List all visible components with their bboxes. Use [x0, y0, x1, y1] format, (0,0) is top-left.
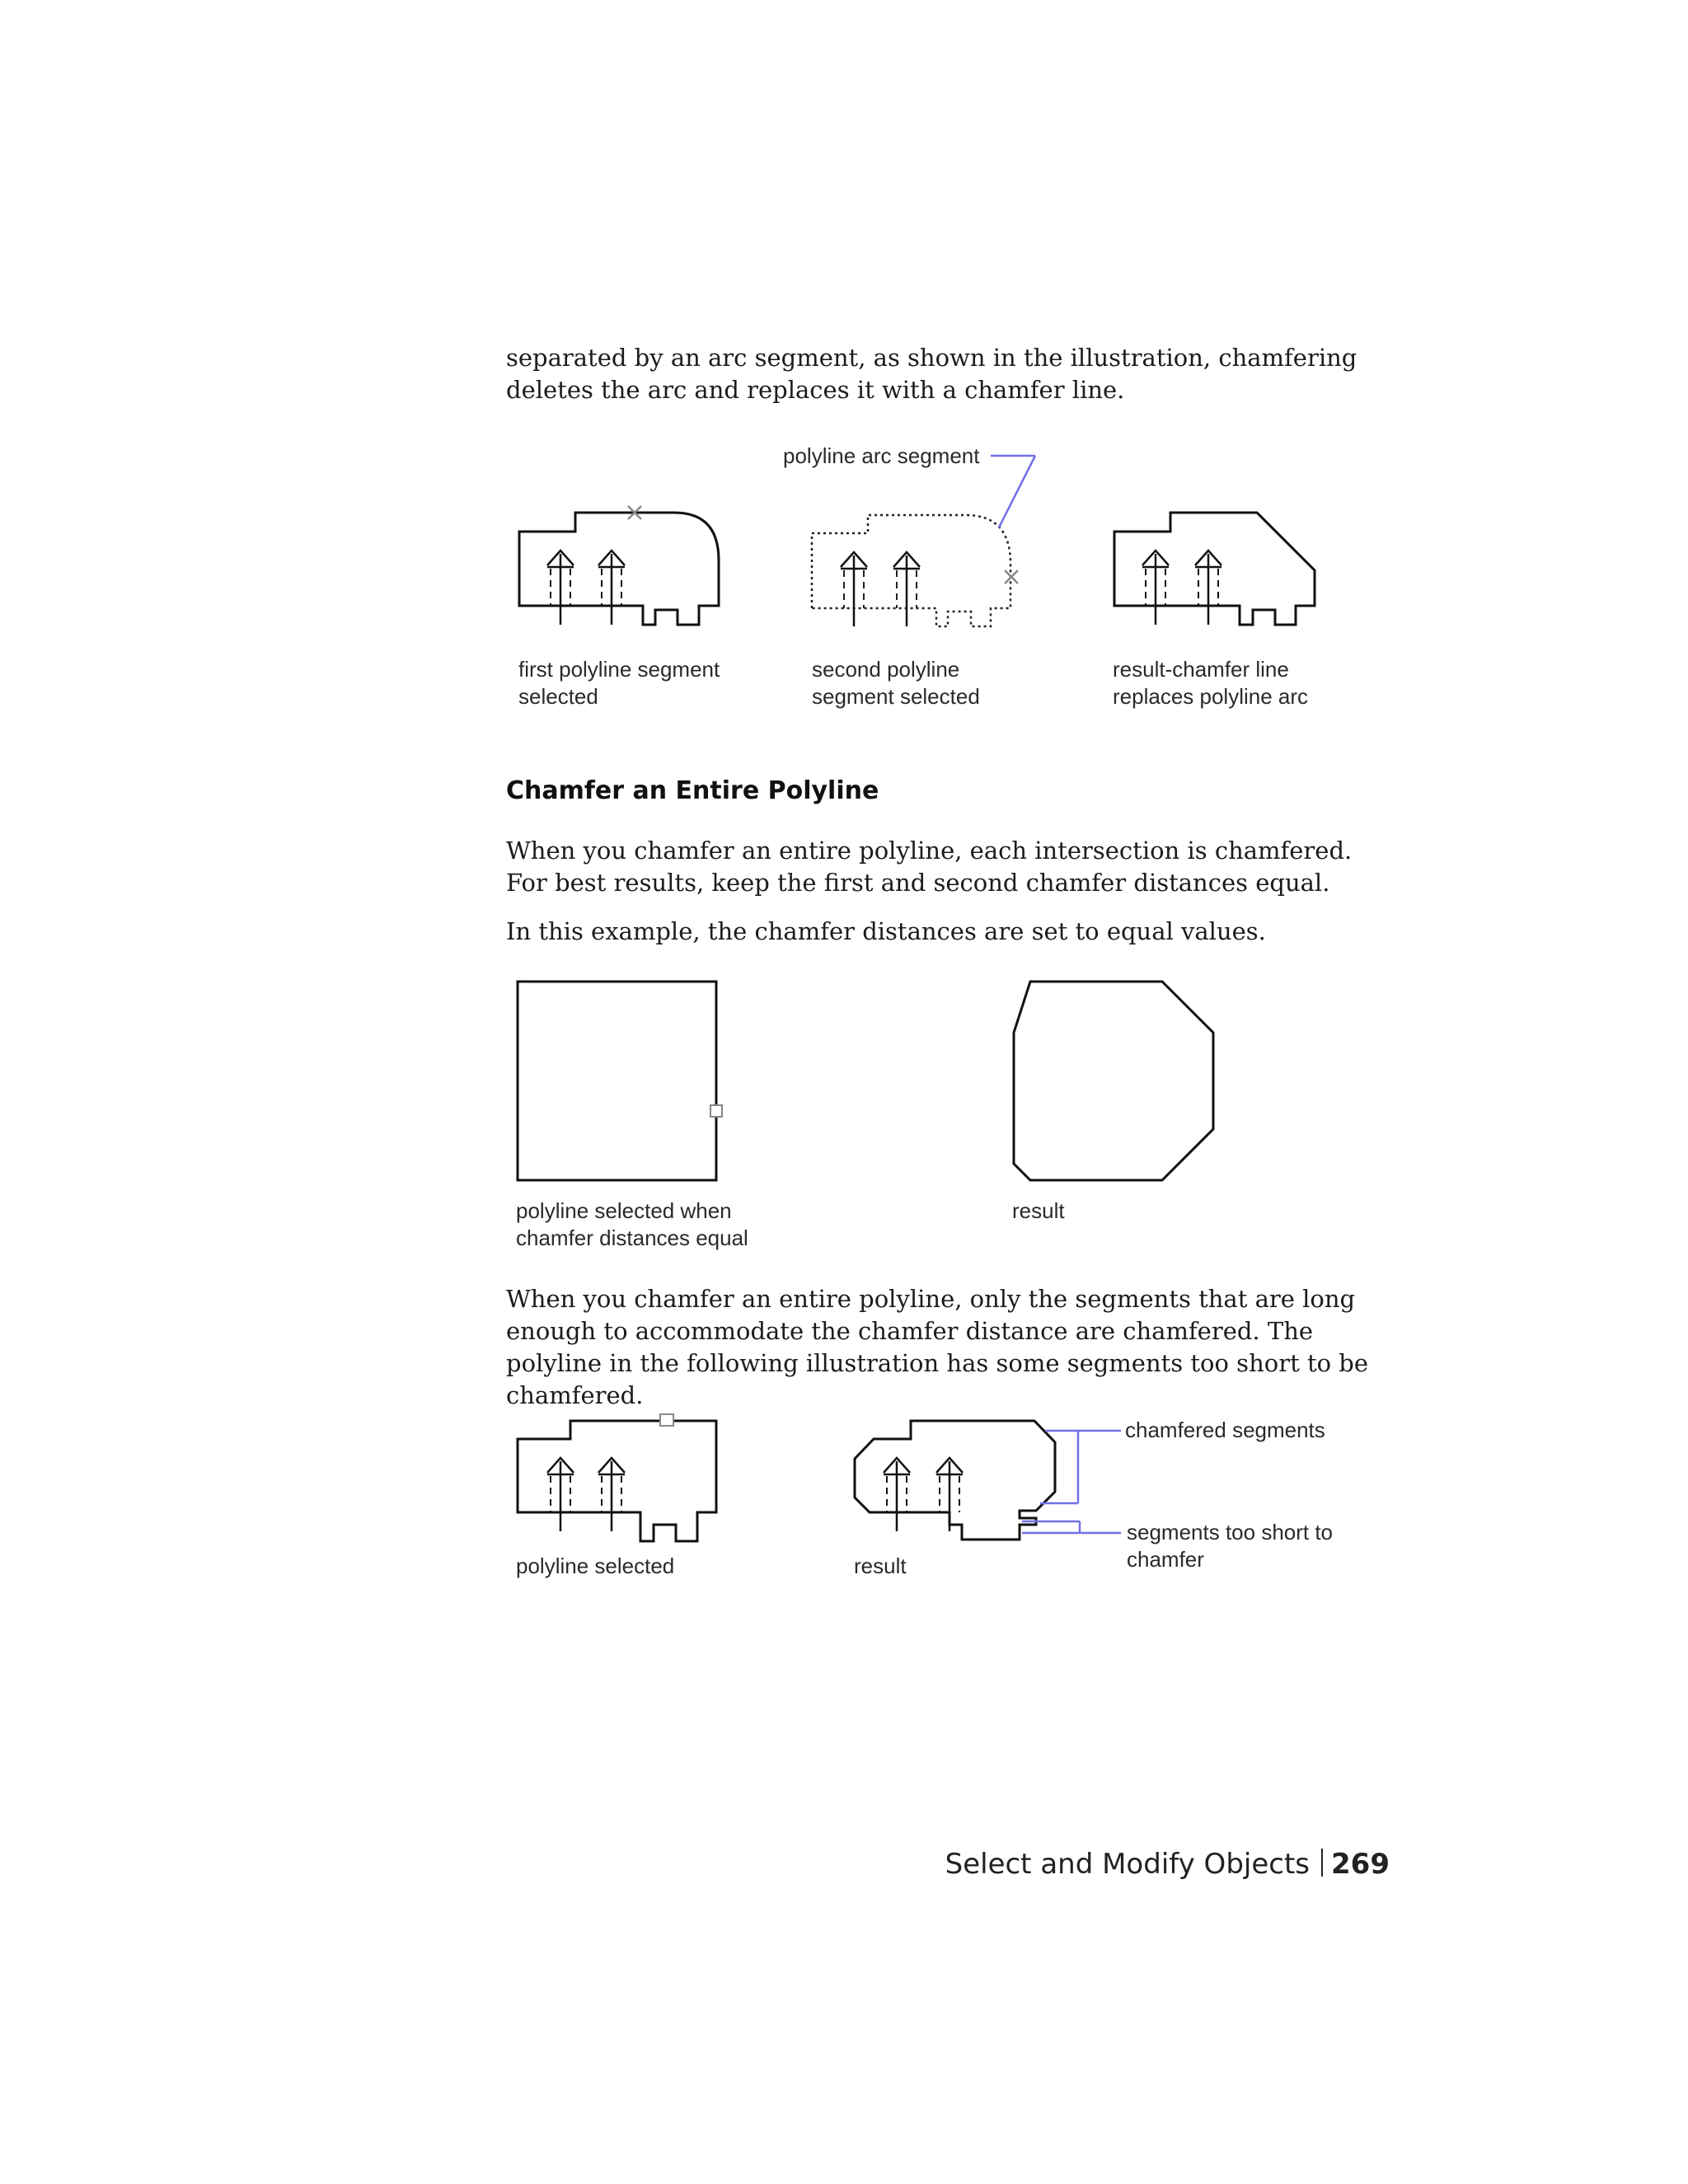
caption-result-line1: result-chamfer line [1113, 657, 1289, 682]
paragraph-entire-polyline: When you chamfer an entire polyline, each intersection is chamfered. For best results, keep the first and second chamfer distances equal. [506, 837, 1353, 897]
callout-leader-arc [991, 456, 1035, 527]
callout-polyline-arc-segment: polyline arc segment [783, 443, 980, 468]
drawing-polyline-selected [518, 1414, 716, 1541]
intro-paragraph: separated by an arc segment, as shown in the illustration, chamfering deletes the arc and replaces it with a chamfer line. [506, 344, 1357, 404]
page-footer [945, 1848, 1390, 1881]
page-number: 269 [1331, 1848, 1390, 1881]
caption-polyline-selected-line2: chamfer distances equal [516, 1226, 748, 1250]
footer-separator [1321, 1849, 1323, 1877]
drawing-octagon-result [1014, 982, 1213, 1180]
figure-entire-polyline [0, 972, 1688, 1195]
footer-section-title: Select and Modify Objects [945, 1848, 1311, 1881]
caption-first-segment-line2: selected [518, 684, 598, 709]
caption-second-segment-line2: segment selected [812, 684, 980, 709]
caption-second-segment-line1: second polyline [812, 657, 960, 682]
section-heading: Chamfer an Entire Polyline [506, 776, 879, 805]
paragraph-short-segments: When you chamfer an entire polyline, only the segments that are long enough to accommodate the chamfer distance are chamfered. The polyline in the following illustration has some segments too short to be chamfered. [506, 1285, 1368, 1409]
caption-polyline-selected-line1: polyline selected when [516, 1198, 732, 1223]
caption-first-segment-line1: first polyline segment [518, 657, 720, 682]
caption-octagon-result: result [1012, 1198, 1065, 1223]
callout-chamfered-segments: chamfered segments [1125, 1418, 1325, 1442]
drawing-second-segment-selected [812, 515, 1018, 626]
caption-polyline-selected: polyline selected [516, 1554, 675, 1578]
caption-result-line2: replaces polyline arc [1113, 684, 1309, 709]
caption-short-result: result [854, 1554, 907, 1578]
drawing-result-chamfer-line [1114, 513, 1315, 625]
paragraph-equal-values: In this example, the chamfer distances are set to equal values. [506, 917, 1266, 945]
drawing-rectangle-selected [518, 982, 722, 1180]
callout-too-short-line2: chamfer [1127, 1547, 1204, 1572]
figure-short-segments [0, 1401, 1688, 1582]
callout-too-short-line1: segments too short to [1127, 1520, 1334, 1544]
drawing-first-segment-selected [519, 506, 719, 625]
